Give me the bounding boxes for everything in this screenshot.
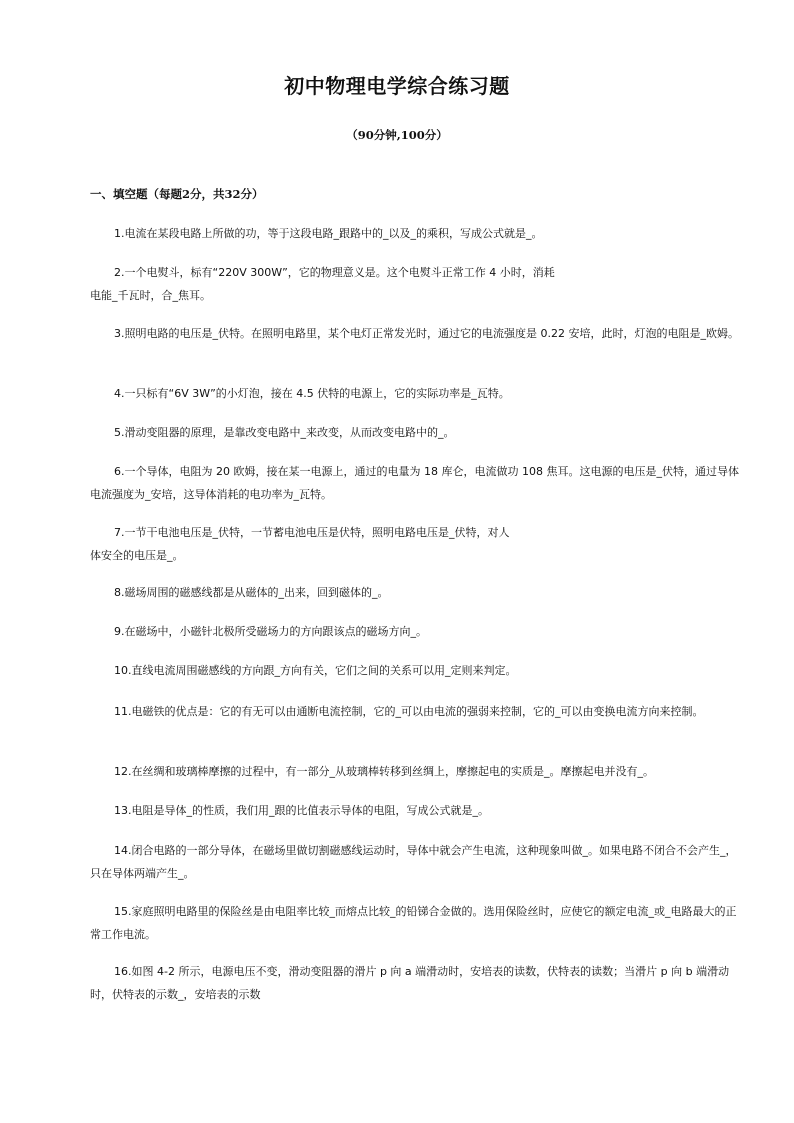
question-10: 10.直线电流周围磁感线的方向跟_方向有关，它们之间的关系可以用_定则来判定。 — [114, 664, 517, 677]
section-heading: 一、填空题（每题2分，共32分） — [90, 187, 264, 201]
question-4: 4.一只标有“6V 3W”的小灯泡，接在 4.5 伏特的电源上，它的实际功率是_瓦特。 — [114, 387, 510, 400]
question-7-continuation: 体安全的电压是_。 — [90, 549, 184, 562]
question-7 — [90, 521, 740, 567]
document-subtitle: （90分钟,100分） — [346, 128, 448, 142]
question-16: 16.如图 4-2 所示，电源电压不变，滑动变阻器的滑片 p 向 a 端滑动时，安培表的读数，伏特表的读数；当滑片 p 向 b 端滑动时，伏特表的示数_，安培表的示数 — [90, 965, 730, 1001]
question-5: 5.滑动变阻器的原理，是靠改变电路中_来改变，从而改变电路中的_。 — [114, 426, 455, 439]
question-2 — [90, 261, 740, 307]
question-14: 14.闭合电路的一部分导体，在磁场里做切割磁感线运动时，导体中就会产生电流，这种现象叫做_。如果电路不闭合不会产生_，只在导体两端产生_。 — [90, 844, 737, 880]
question-6: 6.一个导体，电阻为 20 欧姆，接在某一电源上，通过的电量为 18 库仑，电流做功 108 焦耳。这电源的电压是_伏特，通过导体电流强度为_安培，这导体消耗的电功率为_瓦特。 — [90, 465, 739, 501]
question-2-text: 2.一个电熨斗，标有“220V 300W”，它的物理意义是。这个电熨斗正常工作 4 小时，消耗 — [114, 266, 555, 279]
document-title: 初中物理电学综合练习题 — [284, 74, 510, 98]
question-15: 15.家庭照明电路里的保险丝是由电阻率比较_而熔点比较_的铅锑合金做的。选用保险丝时，应使它的额定电流_或_电路最大的正常工作电流。 — [90, 905, 737, 941]
question-11: 11.电磁铁的优点是：它的有无可以由通断电流控制，它的_可以由电流的强弱来控制，它的_可以由变换电流方向来控制。 — [114, 705, 704, 718]
question-7-text: 7.一节干电池电压是_伏特，一节蓄电池电压是伏特，照明电路电压是_伏特，对人 — [114, 526, 510, 539]
question-12: 12.在丝绸和玻璃棒摩擦的过程中，有一部分_从玻璃棒转移到丝绸上，摩擦起电的实质是_。摩擦起电并没有_。 — [114, 765, 654, 778]
question-3: 3.照明电路的电压是_伏特。在照明电路里，某个电灯正常发光时，通过它的电流强度是 0.22 安培，此时，灯泡的电阻是_欧姆。 — [114, 327, 739, 340]
question-2-continuation: 电能_千瓦时，合_焦耳。 — [90, 289, 211, 302]
question-8: 8.磁场周围的磁感线都是从磁体的_出来，回到磁体的_。 — [114, 586, 389, 599]
question-1: 1.电流在某段电路上所做的功，等于这段电路_跟路中的_以及_的乘积，写成公式就是_。 — [114, 227, 543, 240]
question-9: 9.在磁场中，小磁针北极所受磁场力的方向跟该点的磁场方向_。 — [114, 625, 427, 638]
question-13: 13.电阻是导体_的性质，我们用_跟的比值表示导体的电阻，写成公式就是_。 — [114, 804, 489, 817]
